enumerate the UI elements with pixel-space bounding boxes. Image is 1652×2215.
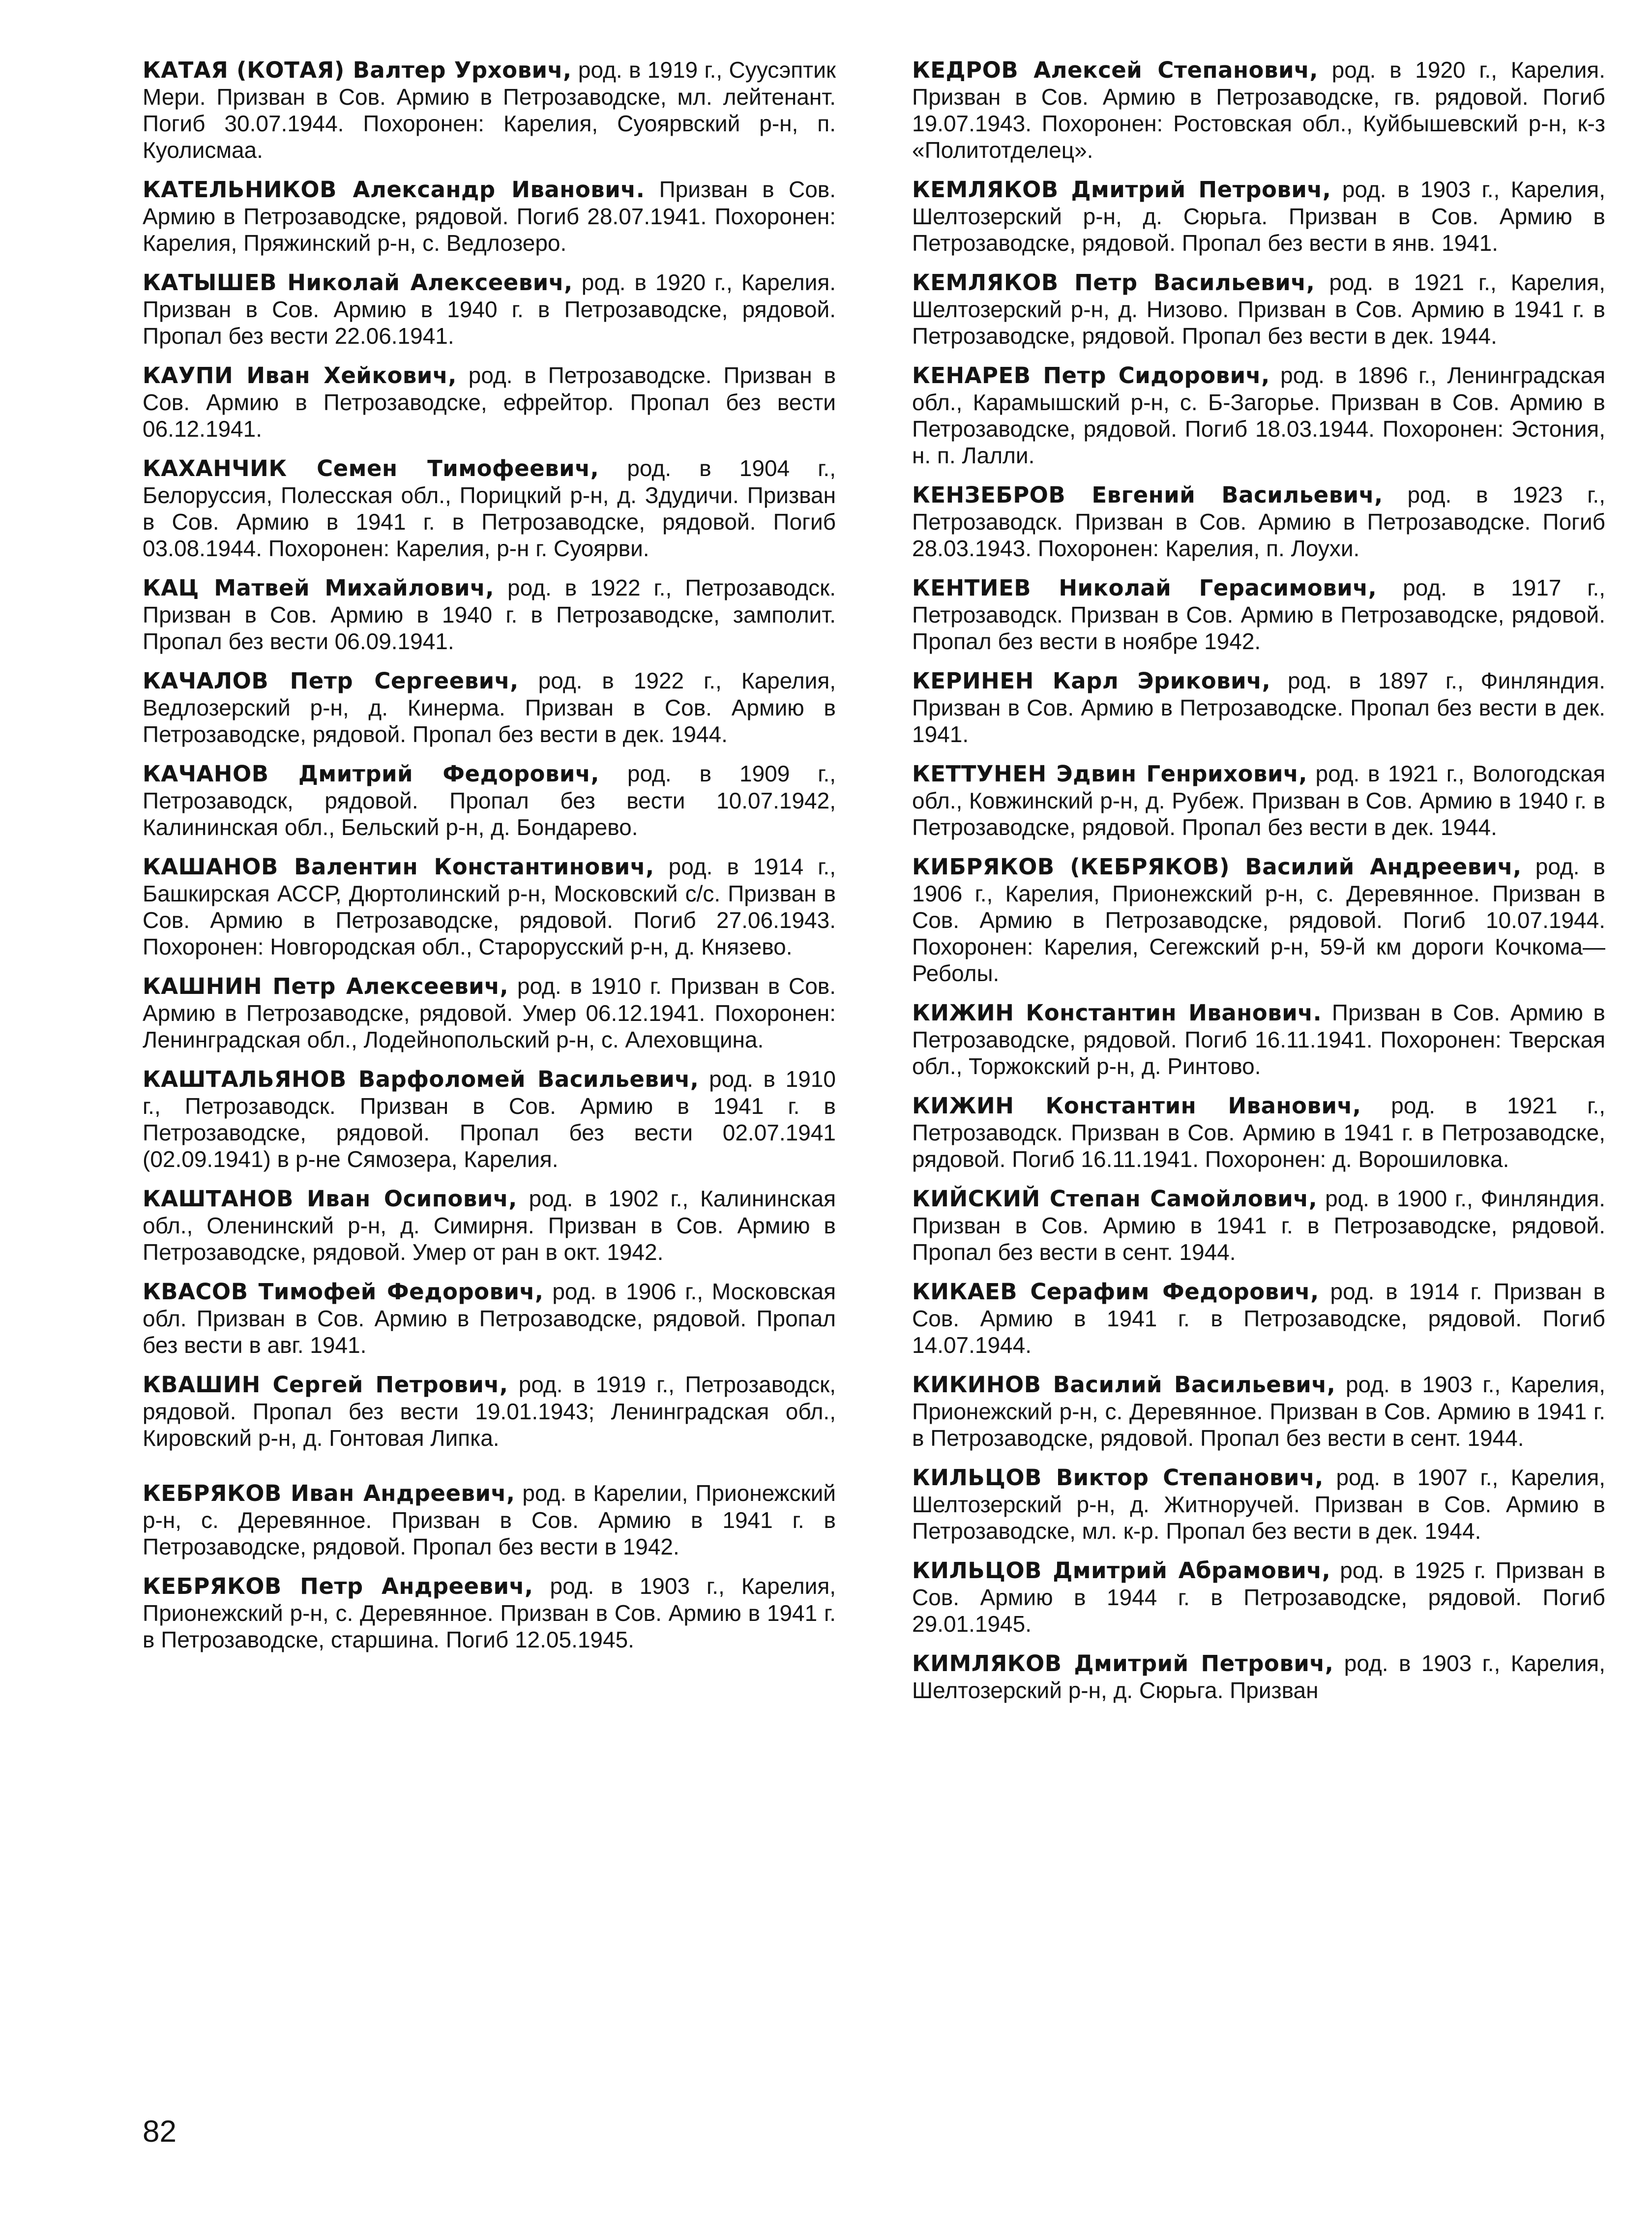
entry: [912, 176, 1605, 256]
entry-name: КАТЕЛЬНИКОВ Александр Иванович.: [143, 177, 645, 203]
right-column: [912, 57, 1605, 1716]
entry-text: род. в 1919 г., Петрозаводск, рядовой. Пропал без вести 19.01.1943; Ленинградская обл., Кировский р-н, д. Гонтовая Липка.: [143, 1372, 836, 1451]
entry: [143, 362, 836, 442]
entry-name: КАТАЯ (КОТАЯ) Валтер Урхович,: [143, 57, 572, 83]
entry: [143, 1573, 836, 1653]
entry-name: КВАШИН Сергей Петрович,: [143, 1372, 508, 1398]
entry-name: КАЧАЛОВ Петр Сергеевич,: [143, 668, 519, 694]
entry-text: род. в 1914 г. Призван в Сов. Армию в 1941 г. в Петрозаводске, рядовой. Погиб 14.07.1944.: [912, 1279, 1605, 1358]
entry: [912, 853, 1605, 987]
entry: [912, 1464, 1605, 1544]
entry-name: КАЦ Матвей Михайлович,: [143, 575, 494, 601]
entry-text: род. в 1907 г., Карелия, Шелтозерский р-н, д. Житноручей. Призван в Сов. Армию в Петрозаводске, мл. к-р. Пропал без вести в дек. 1944.: [912, 1465, 1606, 1544]
entry: [912, 481, 1605, 562]
entry: [143, 1185, 836, 1265]
entry: [912, 1092, 1605, 1172]
entry: [912, 574, 1605, 655]
left-column: [143, 57, 836, 1666]
entry-name: КИЖИН Константин Иванович,: [912, 1093, 1361, 1119]
entry-text: род. в 1919 г., Суусэптик Мери. Призван в Сов. Армию в Петрозаводске, мл. лейтенант. Погиб 30.07.1944. Похоронен: Карелия, Суоярвский р-н, п. Куолисмаа.: [143, 57, 836, 163]
entry-name: КЕНТИЕВ Николай Герасимович,: [912, 575, 1377, 601]
entry: [912, 57, 1605, 163]
entry: [912, 1650, 1605, 1704]
entry-name: КЕБРЯКОВ Петр Андреевич,: [143, 1573, 533, 1599]
entry-name: КИЛЬЦОВ Виктор Степанович,: [912, 1465, 1324, 1491]
entry-text: род. в 1910 г. Призван в Сов. Армию в Петрозаводске, рядовой. Умер 06.12.1941. Похоронен: Ленинградская обл., Лодейнопольский р-н, с. Алеховщина.: [143, 973, 836, 1052]
entry-name: КЕНАРЕВ Петр Сидорович,: [912, 362, 1270, 389]
entry-text: род. в 1903 г., Карелия, Прионежский р-н, с. Деревянное. Призван в Сов. Армию в 1941 г. в Петрозаводске, старшина. Погиб 12.05.1945.: [143, 1573, 836, 1652]
entry: [912, 269, 1605, 349]
entry-name: КАХАНЧИК Семен Тимофеевич,: [143, 455, 599, 481]
entry-name: КИЛЬЦОВ Дмитрий Абрамович,: [912, 1557, 1331, 1584]
entry-text: Призван в Сов. Армию в Петрозаводске, рядовой. Погиб 16.11.1941. Похоронен: Тверская обл., Торжокский р-н, д. Ринтово.: [912, 1000, 1605, 1079]
entry: [912, 999, 1605, 1079]
entry-text: род. в 1922 г., Карелия, Ведлозерский р-н, д. Кинерма. Призван в Сов. Армию в Петрозаводске, рядовой. Пропал без вести в дек. 1944.: [143, 668, 836, 747]
entry: [143, 853, 836, 960]
entry: [143, 57, 836, 163]
entry-name: КВАСОВ Тимофей Федорович,: [143, 1279, 544, 1305]
entry: [143, 760, 836, 840]
entry-name: КЕРИНЕН Карл Эрикович,: [912, 668, 1271, 694]
entry-text: род. в 1925 г. Призван в Сов. Армию в 1944 г. в Петрозаводске, рядовой. Погиб 29.01.1945.: [912, 1557, 1606, 1637]
entry-text: род. в 1900 г., Финляндия. Призван в Сов. Армию в 1941 г. в Петрозаводске, рядовой. Пропал без вести в сент. 1944.: [912, 1186, 1606, 1265]
entry: [143, 1480, 836, 1560]
entry: [912, 1278, 1605, 1358]
entry: [143, 455, 836, 562]
entry-name: КЕТТУНЕН Эдвин Генрихович,: [912, 761, 1307, 787]
entry: [143, 973, 836, 1053]
entry-text: род. в 1921 г., Вологодская обл., Ковжинский р-н, д. Рубеж. Призван в Сов. Армию в 1940 г. в Петрозаводске, рядовой. Пропал без вести в дек. 1944.: [912, 761, 1606, 840]
entry: [143, 667, 836, 748]
entry-name: КАТЫШЕВ Николай Алексеевич,: [143, 269, 573, 296]
entry-text: род. в 1902 г., Калининская обл., Оленинский р-н, д. Симирня. Призван в Сов. Армию в Петрозаводске, рядовой. Умер от ран в окт. 1942.: [143, 1186, 836, 1265]
entry-text: род. в 1897 г., Финляндия. Призван в Сов. Армию в Петрозаводске. Пропал без вести в дек. 1941.: [912, 668, 1606, 747]
entry-text: Призван в Сов. Армию в Петрозаводске, рядовой. Погиб 28.07.1941. Похоронен: Карелия, Пряжинский р-н, с. Ведлозеро.: [143, 177, 836, 256]
entry-name: КИЖИН Константин Иванович.: [912, 1000, 1322, 1026]
entry-text: род. в Петрозаводске. Призван в Сов. Армию в Петрозаводске, ефрейтор. Пропал без вести 06.12.1941.: [143, 362, 836, 442]
entry-text: род. в 1923 г., Петрозаводск. Призван в Сов. Армию в Петрозаводске. Погиб 28.03.1943. Похоронен: Карелия, п. Лоухи.: [912, 482, 1605, 561]
entry-text: род. в 1922 г., Петрозаводск. Призван в Сов. Армию в 1940 г. в Петрозаводске, замполит. Пропал без вести 06.09.1941.: [143, 575, 836, 654]
entry-name: КИМЛЯКОВ Дмитрий Петрович,: [912, 1650, 1334, 1676]
entry-text: род. в 1903 г., Карелия, Шелтозерский р-н, д. Сюрьга. Призван в Сов. Армию в Петрозаводске, рядовой. Пропал без вести в янв. 1941.: [912, 177, 1605, 256]
entry: [912, 667, 1605, 748]
entry-text: род. в 1917 г., Петрозаводск. Призван в Сов. Армию в Петрозаводске, рядовой. Пропал без вести в ноябре 1942.: [912, 575, 1606, 654]
entry-name: КАШАНОВ Валентин Константинович,: [143, 854, 654, 880]
entry-text: род. в 1910 г., Петрозаводск. Призван в Сов. Армию в 1941 г. в Петрозаводске, рядовой. Пропал без вести 02.07.1941 (02.09.1941) в р-не Сямозера, Карелия.: [143, 1066, 836, 1172]
entry: [143, 1371, 836, 1451]
entry: [143, 574, 836, 655]
entry-name: КЕНЗЕБРОВ Евгений Васильевич,: [912, 482, 1383, 508]
entry-text: род. в Карелии, Прионежский р-н, с. Деревянное. Призван в Сов. Армию в 1941 г. в Петрозаводске, рядовой. Пропал без вести в 1942.: [143, 1480, 836, 1559]
entry: [143, 269, 836, 349]
entry-text: род. в 1921 г., Петрозаводск. Призван в Сов. Армию в 1941 г. в Петрозаводске, рядовой. Погиб 16.11.1941. Похоронен: д. Ворошиловка.: [912, 1093, 1605, 1172]
entry: [143, 1278, 836, 1358]
entry-text: род. в 1921 г., Карелия, Шелтозерский р-н, д. Низово. Призван в Сов. Армию в 1941 г. в Петрозаводске, рядовой. Пропал без вести в дек. 1944.: [912, 269, 1606, 349]
entry-name: КИБРЯКОВ (КЕБРЯКОВ) Василий Андреевич,: [912, 854, 1522, 880]
entry-text: род. в 1920 г., Карелия. Призван в Сов. Армию в 1940 г. в Петрозаводске, рядовой. Пропал без вести 22.06.1941.: [143, 269, 836, 349]
entry-name: КАШТАНОВ Иван Осипович,: [143, 1186, 517, 1212]
entry-text: род. в 1903 г., Карелия, Прионежский р-н, с. Деревянное. Призван в Сов. Армию в 1941 г. в Петрозаводске, рядовой. Пропал без вести в сент. 1944.: [912, 1372, 1605, 1451]
entry-name: КЕМЛЯКОВ Петр Васильевич,: [912, 269, 1315, 296]
entry-name: КАЧАНОВ Дмитрий Федорович,: [143, 761, 599, 787]
entry-text: род. в 1906 г., Московская обл. Призван в Сов. Армию в Петрозаводске, рядовой. Пропал без вести в авг. 1941.: [143, 1279, 836, 1358]
entry: [143, 176, 836, 256]
entry: [912, 362, 1605, 469]
entry-name: КЕДРОВ Алексей Степанович,: [912, 57, 1318, 83]
entry-text: род. в 1914 г., Башкирская АССР, Дюртолинский р-н, Московский с/с. Призван в Сов. Армию в Петрозаводске, рядовой. Погиб 27.06.1943. Похоронен: Новгородская обл., Старорусский р-н, д. Князево.: [143, 854, 836, 959]
entry-text: род. в 1920 г., Карелия. Призван в Сов. Армию в Петрозаводске, гв. рядовой. Погиб 19.07.1943. Похоронен: Ростовская обл., Куйбышевский р-н, к-з «Политотделец».: [912, 57, 1605, 163]
entry-name: КАШТАЛЬЯНОВ Варфоломей Васильевич,: [143, 1066, 699, 1092]
entry-text: род. в 1896 г., Ленинградская обл., Карамышский р-н, с. Б-Загорье. Призван в Сов. Армию в Петрозаводске, рядовой. Погиб 18.03.1944. Похоронен: Эстония, н. п. Лалли.: [912, 362, 1606, 468]
entry-text: род. в 1906 г., Карелия, Прионежский р-н, с. Деревянное. Призван в Сов. Армию в Петрозаводске, рядовой. Погиб 10.07.1944. Похоронен: Карелия, Сегежский р-н, 59-й км дороги Кочкома—Реболы.: [912, 854, 1605, 986]
entry-name: КАУПИ Иван Хейкович,: [143, 362, 457, 389]
entry-text: род. в 1904 г., Белоруссия, Полесская обл., Порицкий р-н, д. Здудичи. Призван в Сов. Армию в 1941 г. в Петрозаводске, рядовой. Погиб 03.08.1944. Похоронен: Карелия, р-н г. Суоярви.: [143, 455, 836, 561]
entry-text: род. в 1903 г., Карелия, Шелтозерский р-н, д. Сюрьга. Призван: [912, 1650, 1605, 1703]
entry-name: КЕБРЯКОВ Иван Андреевич,: [143, 1480, 515, 1506]
entry-name: КИЙСКИЙ Степан Самойлович,: [912, 1186, 1318, 1212]
entry: [912, 760, 1605, 840]
entry-name: КИКИНОВ Василий Васильевич,: [912, 1372, 1336, 1398]
entry-name: КИКАЕВ Серафим Федорович,: [912, 1279, 1319, 1305]
entry-name: КЕМЛЯКОВ Дмитрий Петрович,: [912, 177, 1331, 203]
page-number: 82: [143, 2115, 177, 2149]
entry-text: род. в 1909 г., Петрозаводск, рядовой. Пропал без вести 10.07.1942, Калининская обл., Бельский р-н, д. Бондарево.: [143, 761, 836, 840]
entry: [912, 1371, 1605, 1451]
entry: [912, 1185, 1605, 1265]
entry: [912, 1557, 1605, 1637]
entry: [143, 1066, 836, 1172]
entry-name: КАШНИН Петр Алексеевич,: [143, 973, 509, 999]
